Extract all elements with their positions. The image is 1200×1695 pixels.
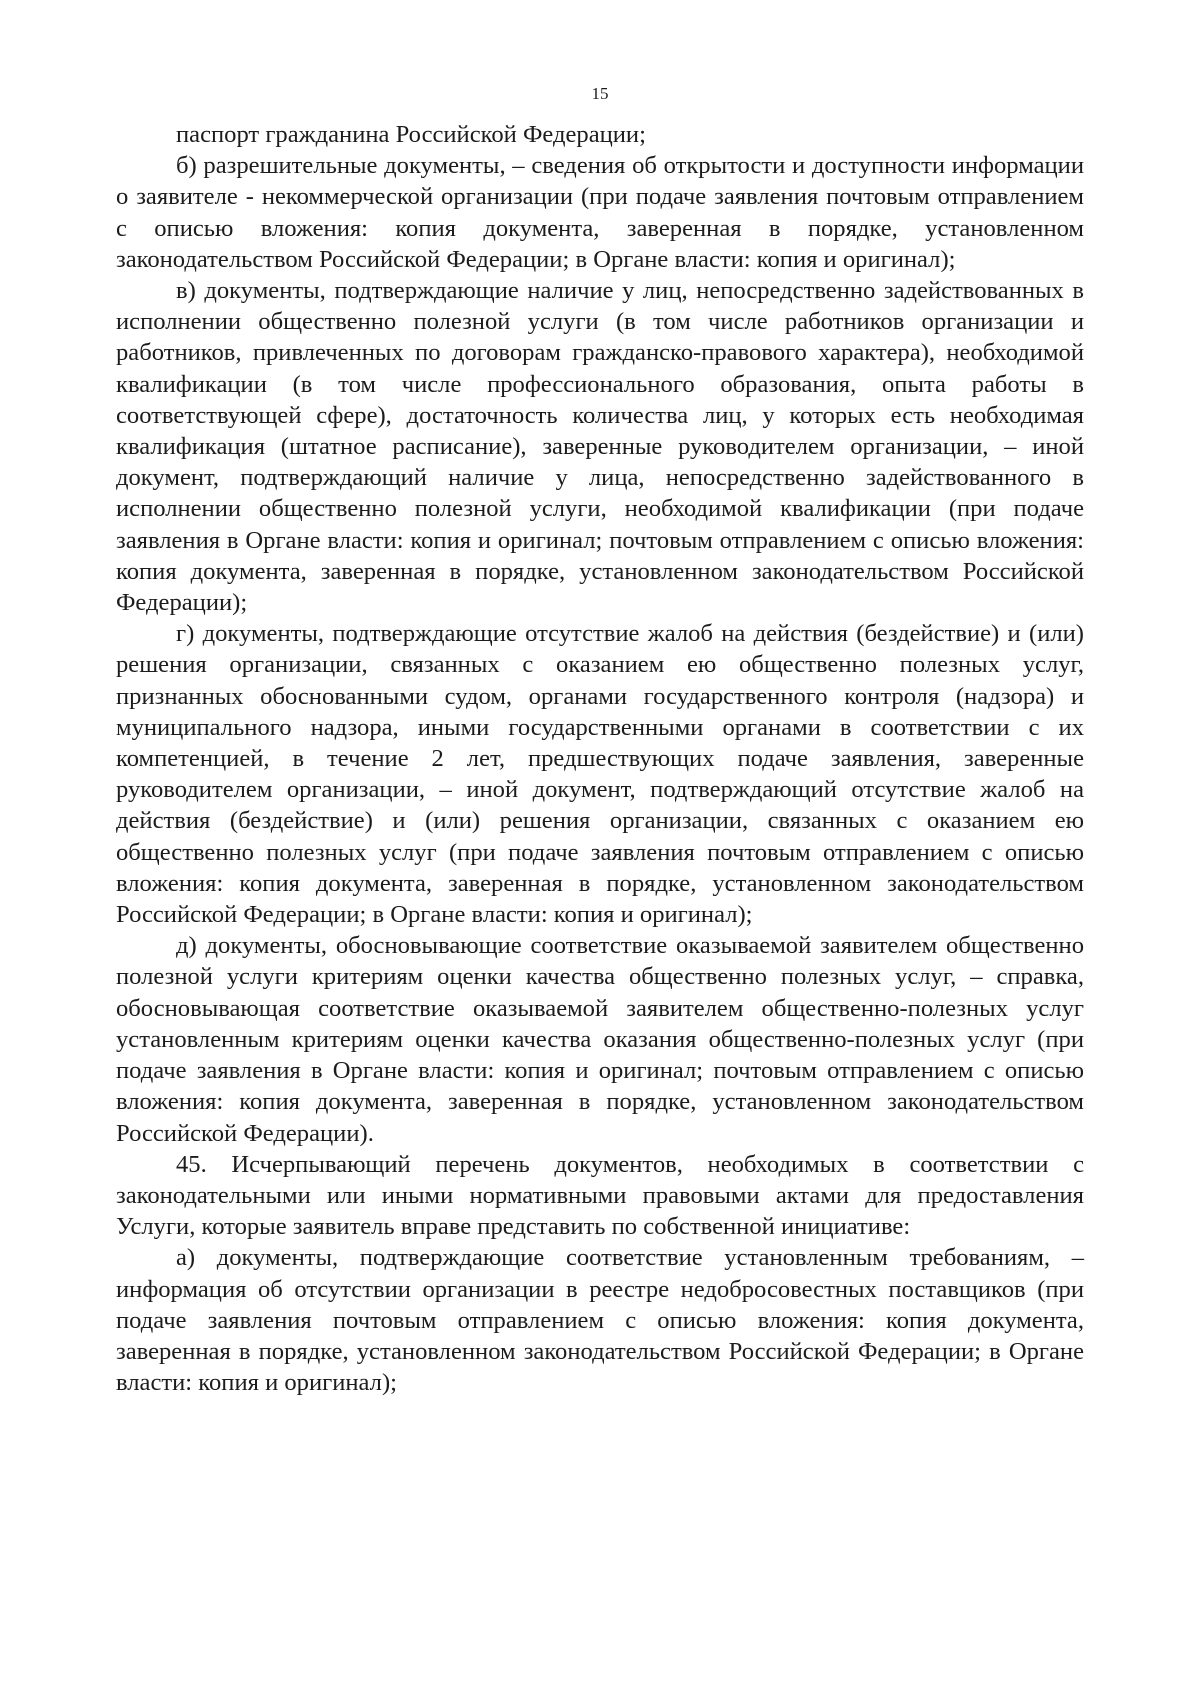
paragraph-45-document-list: 45. Исчерпывающий перечень документов, необходимых в соответствии с законодательными или иными нормативными правовыми актами для предоставления Услуги, которые заявитель вправе представить по собственной инициативе: [116, 1150, 1084, 1241]
page-number: 15 [591, 84, 609, 103]
paragraph-b-permits: б) разрешительные документы, – сведения об открытости и доступности информации о заявителе - некоммерческой организации (при подаче заявления почтовым отправлением с описью вложения: копия документа, заверенная в порядке, установленном законодательством Российской Федерации; в Органе власти: копия и оригинал); [116, 152, 1084, 273]
document-body [116, 119, 1084, 1398]
paragraph-d-quality-criteria: д) документы, обосновывающие соответствие оказываемой заявителем общественно полезной услуги критериям оценки качества общественно полезных услуг, – справка, обосновывающая соответствие оказываемой заявителем общественно-полезных услуг установленным критериям оценки качества оказания общественно-полезных услуг (при подаче заявления в Органе власти: копия и оригинал; почтовым отправлением с описью вложения: копия документа, заверенная в порядке, установленном законодательством Российской Федерации). [116, 932, 1084, 1147]
paragraph-v-qualification: в) документы, подтверждающие наличие у лиц, непосредственно задействованных в исполнении общественно полезной услуги (в том числе работников организации и работников, привлеченных по договорам гражданско-правового характера), необходимой квалификации (в том числе профессионального образования, опыта работы в соответствующей сфере), достаточность количества лиц, у которых есть необходимая квалификация (штатное расписание), заверенные руководителем организации, – иной документ, подтверждающий наличие у лица, непосредственно задействованного в исполнении общественно полезной услуги, необходимой квалификации (при подаче заявления в Органе власти: копия и оригинал; почтовым отправлением с описью вложения: копия документа, заверенная в порядке, установленном законодательством Российской Федерации); [116, 277, 1084, 617]
paragraph-a-supplier-registry: а) документы, подтверждающие соответствие установленным требованиям, – информация об отсутствии организации в реестре недобросовестных поставщиков (при подаче заявления почтовым отправлением с описью вложения: копия документа, заверенная в порядке, установленном законодательством Российской Федерации; в Органе власти: копия и оригинал); [116, 1244, 1084, 1397]
paragraph-g-complaints: г) документы, подтверждающие отсутствие жалоб на действия (бездействие) и (или) решения организации, связанных с оказанием ею общественно полезных услуг, признанных обоснованными судом, органами государственного контроля (надзора) и муниципального надзора, иными государственными органами в соответствии с их компетенцией, в течение 2 лет, предшествующих подаче заявления, заверенные руководителем организации, – иной документ, подтверждающий отсутствие жалоб на действия (бездействие) и (или) решения организации, связанных с оказанием ею общественно полезных услуг (при подаче заявления почтовым отправлением с описью вложения: копия документа, заверенная в порядке, установленном законодательством Российской Федерации; в Органе власти: копия и оригинал); [116, 620, 1084, 929]
paragraph-passport: паспорт гражданина Российской Федерации; [176, 121, 646, 148]
